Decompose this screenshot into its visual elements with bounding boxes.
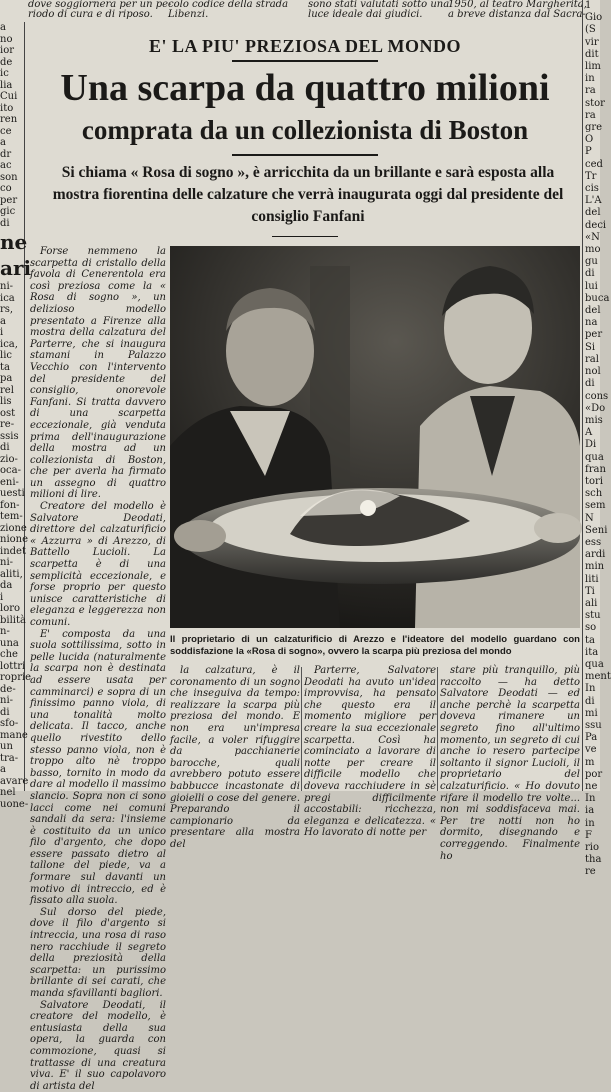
right-column-fragment: ment — [585, 671, 611, 683]
left-column-fragment: loro — [0, 603, 21, 614]
article-paragraph: Forse nemmeno la scarpetta di cristallo della favola di Cenerentola era così preziosa come la « Rosa di sogno », un delizioso modello presentato a Firenze alla mostra della calzatura del Parterre, che si inaugura stamani in Palazzo Vecchio con l'intervento del presidente del consiglio, onorevole Fanfani. Si tratta davvero di una scarpetta eccezionale, già venduta prima dell'inaugurazione della mostra ad un collezionista di Boston, che per averla ha firmato un assegno di quattro milioni di lire. — [30, 246, 166, 501]
right-column-fragment: cis — [585, 183, 599, 195]
headline-rule — [232, 154, 378, 156]
article-column-2 — [170, 665, 300, 850]
right-column-fragment: liti — [585, 573, 599, 585]
right-column-fragment: tha — [585, 854, 602, 866]
left-column-fragment: bilità — [0, 614, 26, 626]
left-column-fragment: nel — [0, 787, 16, 798]
left-column-fragment: ren — [0, 114, 18, 125]
left-column-fragment: di — [0, 706, 10, 718]
subhead-rule — [272, 236, 338, 237]
left-column-fragment: no — [0, 33, 13, 45]
left-column-fragment: zione — [0, 522, 27, 534]
right-column-fragment: N — [585, 512, 594, 524]
right-column-fragment: Si — [585, 341, 596, 353]
column-divider — [437, 667, 438, 791]
right-column-fragment: in — [585, 73, 595, 85]
right-column-fragment: (S — [585, 24, 596, 36]
headline-line-2: comprata da un collezionista di Boston — [81, 115, 529, 145]
left-column-fragment: Cui — [0, 91, 18, 102]
left-column-fragment: una — [0, 637, 19, 649]
article-paragraph: Creatore del modello è Salvatore Deodati, direttore del calzaturificio « Azzurra » di Arezzo, di Battello Lucioli. La scarpetta è di una semplicità eccezionale, e forse proprio per questo unisce caratteristiche di eleganza e leggerezza non comuni. — [30, 501, 166, 628]
left-column-fragment: ni- — [0, 695, 14, 706]
left-column-fragment: sfo- — [0, 718, 19, 729]
left-column-fragment: ic — [0, 68, 9, 79]
kicker-rule — [232, 60, 378, 62]
right-column-fragment: ali — [585, 597, 598, 609]
right-column-fragment: di — [585, 695, 595, 707]
right-column-fragment: mo — [585, 244, 601, 256]
kicker: E' LA PIU' PREZIOSA DEL MONDO — [148, 36, 462, 56]
right-column-fragment: nol — [585, 366, 601, 378]
left-column-fragment: ta — [0, 361, 10, 373]
left-column-fragment: uone- — [0, 798, 29, 810]
right-column-fragment: mis — [585, 414, 603, 426]
left-column-fragment: un — [0, 741, 13, 752]
right-column-fragment: ia — [585, 805, 595, 817]
article-paragraph: la calzatura, è il coronamento di un sogno che inseguiva da tempo: realizzare la scarpa più preziosa del mondo. E non era un'impresa facile, a voler rifuggire da pacchianerie barocche, quali avrebbero potuto essere babbucce incastonate di gioielli o cose del genere. Preparando il campionario da presentare alla mostra del — [170, 665, 300, 850]
right-column-fragment: ta — [585, 634, 595, 646]
right-column-fragment: per — [585, 329, 603, 341]
left-column-fragment: da — [0, 580, 13, 591]
left-column-fragment: lottri — [0, 660, 26, 672]
right-column-fragment: stu — [585, 610, 601, 622]
article-paragraph: Sul dorso del piede, dove il filo d'argento si intreccia, una rosa di raso nero racchiude il segreto della preziosità della scarpetta: un purissimo brillante di sei carati, che manda sfavillanti bagliori. — [30, 906, 166, 999]
left-column-fragment: rs, — [0, 304, 14, 315]
right-column-fragment: O — [585, 134, 594, 146]
right-column-fragment: del — [585, 305, 601, 317]
left-column-fragment: per — [0, 194, 18, 206]
left-column-fragment: che — [0, 649, 18, 660]
left-column-fragment: tra- — [0, 752, 19, 764]
left-column-fragment: ior — [0, 45, 14, 56]
top-strip-text: a breve distanza dal Sacra- — [448, 9, 586, 20]
right-column-fragment: cons — [585, 390, 609, 402]
top-strip — [0, 0, 603, 24]
right-column-fragment: Tr — [585, 170, 597, 182]
left-column-fragment: n- — [0, 626, 10, 637]
left-column-fragment: dr — [0, 148, 12, 160]
right-column-fragment: Di — [585, 439, 597, 451]
right-column-fragment: Seni — [585, 524, 608, 536]
article-column-3 — [304, 665, 436, 839]
left-column-fragment: ost — [0, 407, 16, 419]
left-column-fragment: de- — [0, 683, 16, 695]
left-column-fragment: nione — [0, 534, 29, 545]
top-strip-text: riodo di cura e di riposo. — [28, 9, 153, 20]
left-column-fragment: di — [0, 442, 10, 453]
news-photo — [170, 246, 580, 628]
right-column-fragment: rio — [585, 842, 599, 854]
adjacent-column-right — [582, 0, 611, 878]
top-strip-text: Libenzi. — [168, 9, 209, 20]
right-column-fragment: in — [585, 817, 595, 829]
right-column-fragment: re — [585, 866, 596, 878]
right-column-fragment: na — [585, 317, 598, 329]
right-column-fragment: ced — [585, 158, 603, 170]
right-column-fragment: gre — [585, 122, 603, 134]
right-column-fragment: ne — [585, 781, 598, 792]
left-column-fragment: de — [0, 56, 13, 68]
article-column-4 — [440, 665, 580, 862]
right-column-fragment: min — [585, 561, 605, 573]
headline-line-1: Una scarpa da quattro milioni — [60, 67, 550, 109]
top-strip-text: colo codice della strada — [168, 0, 289, 10]
left-column-fragment: a — [0, 22, 6, 33]
right-column-fragment: Pa — [585, 732, 598, 744]
left-column-fragment: roprie — [0, 672, 32, 683]
left-column-fragment: pa — [0, 373, 13, 384]
right-column-fragment: m — [585, 756, 595, 768]
left-column-fragment: ica, — [0, 338, 18, 350]
left-column-fragment: i — [0, 327, 4, 338]
left-column-fragment: avare — [0, 775, 29, 787]
right-column-fragment: Ti — [585, 585, 595, 597]
left-column-fragment: ac — [0, 160, 12, 171]
article-paragraph: Salvatore Deodati, il creatore del modello, è entusiasta della sua opera, la guarda con commozione, quasi si trattasse di una creatura viva. E' il suo capolavoro di artista del — [30, 999, 166, 1092]
right-column-fragment: «Do — [585, 402, 606, 414]
right-column-fragment: vir — [585, 36, 599, 48]
left-column-fragment: fon- — [0, 499, 20, 511]
right-column-fragment: ita — [585, 646, 599, 658]
left-column-fragment: ssis — [0, 430, 19, 442]
right-column-fragment: lim — [585, 61, 601, 73]
left-column-fragment: re- — [0, 419, 15, 430]
left-column-fragment: co — [0, 183, 12, 194]
right-column-fragment: buca — [585, 292, 610, 304]
photo-caption: Il proprietario di un calzaturificio di Arezzo e l'ideatore del modello guardano con soddisfazione la «Rosa di sogno», ovvero la scarpa più preziosa del mondo — [170, 634, 580, 657]
left-column-fragment: eni- — [0, 476, 19, 488]
right-column-fragment: fran — [585, 463, 606, 475]
adjacent-column-left — [0, 22, 32, 810]
right-column-fragment: sem — [585, 500, 606, 512]
right-column-fragment: ardi — [585, 549, 606, 561]
left-column-fragment: aliti, — [0, 568, 23, 580]
article-paragraph: E' composta da una suola sottilissima, sotto in pelle lucida (naturalmente la scarpa non è destinata ad essere usata per camminarci) e sopra di un finissimo panno viola, di una tonalità molto delicata. Il tacco, anche quello rivestito dello stesso panno viola, non è troppo alto nè troppo basso, tornito in modo da dare al modello il massimo slancio. Sopra non ci sono lacci come nei comuni sandali da sera: l'insieme è costituito da un unico filo d'argento, che dopo essere passato dietro al tallone del piede, va a formare sul davanti un motivo di intreccio, ed è fissato alla suola. — [30, 628, 166, 907]
subheadline: Si chiama « Rosa di sogno », è arricchita da un brillante e sarà esposta alla mostra fiorentina delle calzature che verrà inaugurata oggi dal presidente del consiglio Fanfani — [52, 164, 564, 225]
right-column-fragment: dit — [585, 48, 599, 60]
left-column-fragment: tem- — [0, 511, 23, 522]
right-column-fragment: tori — [585, 475, 604, 487]
top-strip-text: dove soggiornera per un pe- — [28, 0, 172, 10]
left-column-fragment: a — [0, 137, 6, 148]
right-column-fragment: ra — [585, 85, 596, 97]
right-column-fragment: In — [585, 683, 596, 695]
right-column-fragment: stor — [585, 97, 605, 109]
left-column-fragment: ce — [0, 125, 12, 137]
right-column-fragment: 1 — [585, 0, 592, 11]
right-column-fragment: lui — [585, 280, 598, 292]
right-column-fragment: In — [585, 793, 596, 805]
right-column-fragment: A — [585, 427, 593, 439]
left-column-fragment: lia — [0, 79, 13, 91]
left-column-fragment: indet — [0, 545, 26, 557]
right-column-fragment: ra — [585, 109, 596, 121]
right-column-fragment: L'A — [585, 195, 602, 207]
right-column-fragment: qua — [585, 658, 604, 670]
right-column-fragment: deci — [585, 219, 607, 231]
right-column-fragment: di — [585, 268, 595, 280]
right-column-fragment: Gio — [585, 12, 603, 24]
left-column-fragment: di — [0, 217, 10, 229]
right-column-fragment: ess — [585, 536, 602, 548]
left-column-fragment: ica — [0, 292, 15, 304]
right-column-fragment: gu — [585, 256, 598, 268]
right-column-fragment: ve — [585, 744, 597, 756]
article-paragraph: stare più tranquillo, più raccolto — ha detto Salvatore Deodati — ed anche perchè la scarpetta doveva rimanere un segreto fino all'ultimo momento, un segreto di cui anche io resero partecipe soltanto il signor Lucioli, il proprietario del calzaturificio. « Ho dovuto rifare il modello tre volte... non mi soddisfaceva mai. Per tre notti non ho dormito, disegnando e correggendo. Finalmente ho — [440, 665, 580, 862]
left-column-fragment: mane — [0, 729, 28, 741]
right-column-fragment: P — [585, 146, 592, 158]
article-column-1 — [30, 246, 166, 1092]
left-column-fragment: ni- — [0, 281, 14, 292]
column-divider — [301, 667, 302, 791]
right-column-fragment: ssu — [585, 719, 602, 731]
right-column-fragment: qua — [585, 451, 604, 463]
left-column-fragment: ne — [0, 230, 28, 254]
right-column-fragment: del — [585, 207, 601, 219]
left-column-fragment: gic — [0, 206, 16, 217]
right-column-fragment: «N — [585, 231, 600, 243]
left-column-fragment: a — [0, 764, 6, 775]
left-column-fragment: ito — [0, 102, 14, 114]
left-column-fragment: oca- — [0, 465, 21, 476]
top-strip-text: 1950, al teatro Margherita, — [448, 0, 587, 10]
photo-illustration — [170, 246, 580, 628]
right-column-fragment: ral — [585, 353, 599, 365]
left-column-fragment: ari — [0, 256, 32, 280]
left-column-fragment: rel — [0, 384, 14, 396]
article-paragraph: Parterre, Salvatore Deodati ha avuto un'idea improvvisa, ha pensato che questo era il momento migliore per creare la sua eccezionale scarpetta. Così ha cominciato a lavorare di notte per creare il difficile modello che doveva racchiudere in sè pregi difficilmente accostabili: ricchezza, eleganza e delicatezza. « Ho lavorato di notte per — [304, 665, 436, 839]
right-column-fragment: sch — [585, 488, 603, 500]
top-strip-text: luce ideale dai giudici. — [308, 9, 423, 20]
left-column-fragment: lis — [0, 396, 12, 407]
right-column-fragment: mi — [585, 707, 598, 719]
right-column-fragment: so — [585, 622, 597, 634]
left-column-fragment: i — [0, 591, 4, 603]
left-column-fragment: zio- — [0, 453, 18, 465]
left-column-fragment: a — [0, 315, 6, 327]
right-column-fragment: por — [585, 768, 603, 780]
left-column-fragment: uesti — [0, 488, 25, 499]
left-column-fragment: son — [0, 171, 18, 183]
right-column-fragment: di — [585, 378, 595, 390]
top-strip-text: sono stati valutati sotto una — [308, 0, 450, 10]
left-column-fragment: lic — [0, 350, 12, 361]
right-column-fragment: F — [585, 829, 592, 841]
left-column-fragment: ni- — [0, 557, 14, 568]
